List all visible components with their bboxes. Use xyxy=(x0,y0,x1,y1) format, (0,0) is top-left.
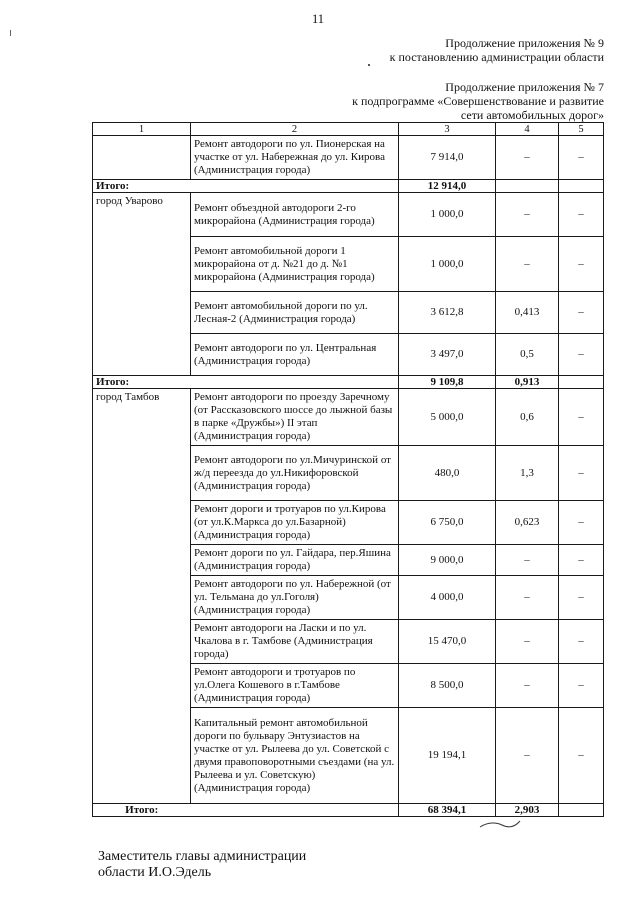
row-col4: – xyxy=(496,193,559,237)
city-cell-empty xyxy=(93,136,191,180)
row-col4: – xyxy=(496,576,559,620)
row-col5: – xyxy=(559,708,604,804)
row-amount: 4 000,0 xyxy=(399,576,496,620)
total-amount: 12 914,0 xyxy=(399,180,496,193)
row-col4: 1,3 xyxy=(496,446,559,501)
row-col4: – xyxy=(496,708,559,804)
column-numbers-row xyxy=(93,123,604,136)
row-col5: – xyxy=(559,136,604,180)
roads-table xyxy=(92,122,604,817)
total-spacer xyxy=(191,376,399,389)
appendix-7-subtitle-line1: к подпрограмме «Совершенствование и развитие xyxy=(352,94,604,108)
row-col5: – xyxy=(559,501,604,545)
row-col5: – xyxy=(559,545,604,576)
ink-dot xyxy=(368,64,370,66)
total-label: Итого: xyxy=(93,376,191,389)
row-col5: – xyxy=(559,620,604,664)
row-col5: – xyxy=(559,237,604,292)
row-col5: – xyxy=(559,664,604,708)
column-number-1: 1 xyxy=(93,123,191,136)
row-col4: – xyxy=(496,664,559,708)
row-description: Ремонт дороги по ул. Гайдара, пер.Яшина (Администрация города) xyxy=(191,545,399,576)
appendix-9-subtitle: к постановлению администрации области xyxy=(389,50,604,64)
row-col5: – xyxy=(559,334,604,376)
table-row xyxy=(93,389,604,446)
total-col4: 0,913 xyxy=(496,376,559,389)
row-amount: 7 914,0 xyxy=(399,136,496,180)
total-label: Итого: xyxy=(93,804,191,817)
total-amount: 9 109,8 xyxy=(399,376,496,389)
row-description: Ремонт объездной автодороги 2-го микрорайона (Администрация города) xyxy=(191,193,399,237)
row-description: Ремонт автодороги на Ласки и по ул. Чкалова в г. Тамбове (Администрация города) xyxy=(191,620,399,664)
row-description: Ремонт дороги и тротуаров по ул.Кирова (от ул.К.Маркса до ул.Базарной) (Администрация города) xyxy=(191,501,399,545)
row-amount: 1 000,0 xyxy=(399,193,496,237)
row-amount: 15 470,0 xyxy=(399,620,496,664)
row-amount: 6 750,0 xyxy=(399,501,496,545)
total-row xyxy=(93,376,604,389)
row-description: Ремонт автодороги по ул.Мичуринской от ж/д переезда до ул.Никифоровской (Администрация города) xyxy=(191,446,399,501)
row-col5: – xyxy=(559,193,604,237)
total-col5 xyxy=(559,804,604,817)
appendix-7-title: Продолжение приложения № 7 xyxy=(445,80,604,94)
appendix-7-header xyxy=(352,80,604,122)
row-col4: – xyxy=(496,237,559,292)
table-row xyxy=(93,193,604,237)
total-spacer xyxy=(191,804,399,817)
row-description: Ремонт автодороги по ул. Пионерская на участке от ул. Набережная до ул. Кирова (Администрация города) xyxy=(191,136,399,180)
row-amount: 8 500,0 xyxy=(399,664,496,708)
row-description: Ремонт автодороги и тротуаров по ул.Олега Кошевого в г.Тамбове (Администрация города) xyxy=(191,664,399,708)
appendix-9-header xyxy=(390,36,604,64)
row-description: Ремонт автодороги по проезду Заречному (от Рассказовского шоссе до лыжной базы в парке «Дружбы») II этап (Администрация города) xyxy=(191,389,399,446)
column-number-4: 4 xyxy=(496,123,559,136)
row-description: Ремонт автодороги по ул. Набережной (от ул. Тельмана до ул.Гоголя) (Администрация города) xyxy=(191,576,399,620)
row-description: Ремонт автодороги по ул. Центральная (Администрация города) xyxy=(191,334,399,376)
total-col5 xyxy=(559,376,604,389)
total-amount: 68 394,1 xyxy=(399,804,496,817)
row-amount: 1 000,0 xyxy=(399,237,496,292)
signature-position: Заместитель главы администрации xyxy=(98,849,307,864)
row-amount: 480,0 xyxy=(399,446,496,501)
total-col4: 2,903 xyxy=(496,804,559,817)
row-description: Ремонт автомобильной дороги 1 микрорайона от д. №21 до д. №1 микрорайона (Администрация города) xyxy=(191,237,399,292)
row-amount: 3 497,0 xyxy=(399,334,496,376)
column-number-3: 3 xyxy=(399,123,496,136)
row-col5: – xyxy=(559,446,604,501)
row-col5: – xyxy=(559,292,604,334)
row-col4: – xyxy=(496,620,559,664)
column-number-5: 5 xyxy=(559,123,604,136)
row-description: Капитальный ремонт автомобильной дороги по бульвару Энтузиастов на участке от ул. Рылеева до ул. Советской с двумя правоповоротными съездами (на ул. Рылеева и ул. Советскую) (Администрация города) xyxy=(191,708,399,804)
row-amount: 9 000,0 xyxy=(399,545,496,576)
row-col4: 0,6 xyxy=(496,389,559,446)
column-number-2: 2 xyxy=(191,123,399,136)
row-col4: – xyxy=(496,136,559,180)
total-row xyxy=(93,804,604,817)
appendix-7-subtitle-line2: сети автомобильных дорог» xyxy=(460,108,604,122)
row-amount: 19 194,1 xyxy=(399,708,496,804)
row-col5: – xyxy=(559,576,604,620)
row-col4: – xyxy=(496,545,559,576)
row-amount: 5 000,0 xyxy=(399,389,496,446)
row-col4: 0,413 xyxy=(496,292,559,334)
margin-mark xyxy=(10,30,11,36)
total-label: Итого: xyxy=(93,180,191,193)
row-col4: 0,623 xyxy=(496,501,559,545)
signature-name: области И.О.Эдель xyxy=(98,865,212,880)
total-row xyxy=(93,180,604,193)
ink-squiggle xyxy=(478,818,522,830)
total-col5 xyxy=(559,180,604,193)
signature-block xyxy=(98,849,306,881)
total-col4 xyxy=(496,180,559,193)
appendix-9-title: Продолжение приложения № 9 xyxy=(445,36,604,50)
table-row xyxy=(93,136,604,180)
page-number: 11 xyxy=(312,12,325,26)
row-col5: – xyxy=(559,389,604,446)
row-col4: 0,5 xyxy=(496,334,559,376)
city-name: город Тамбов xyxy=(93,389,191,804)
total-spacer xyxy=(191,180,399,193)
city-name: город Уварово xyxy=(93,193,191,376)
row-amount: 3 612,8 xyxy=(399,292,496,334)
row-description: Ремонт автомобильной дороги по ул. Лесная-2 (Администрация города) xyxy=(191,292,399,334)
